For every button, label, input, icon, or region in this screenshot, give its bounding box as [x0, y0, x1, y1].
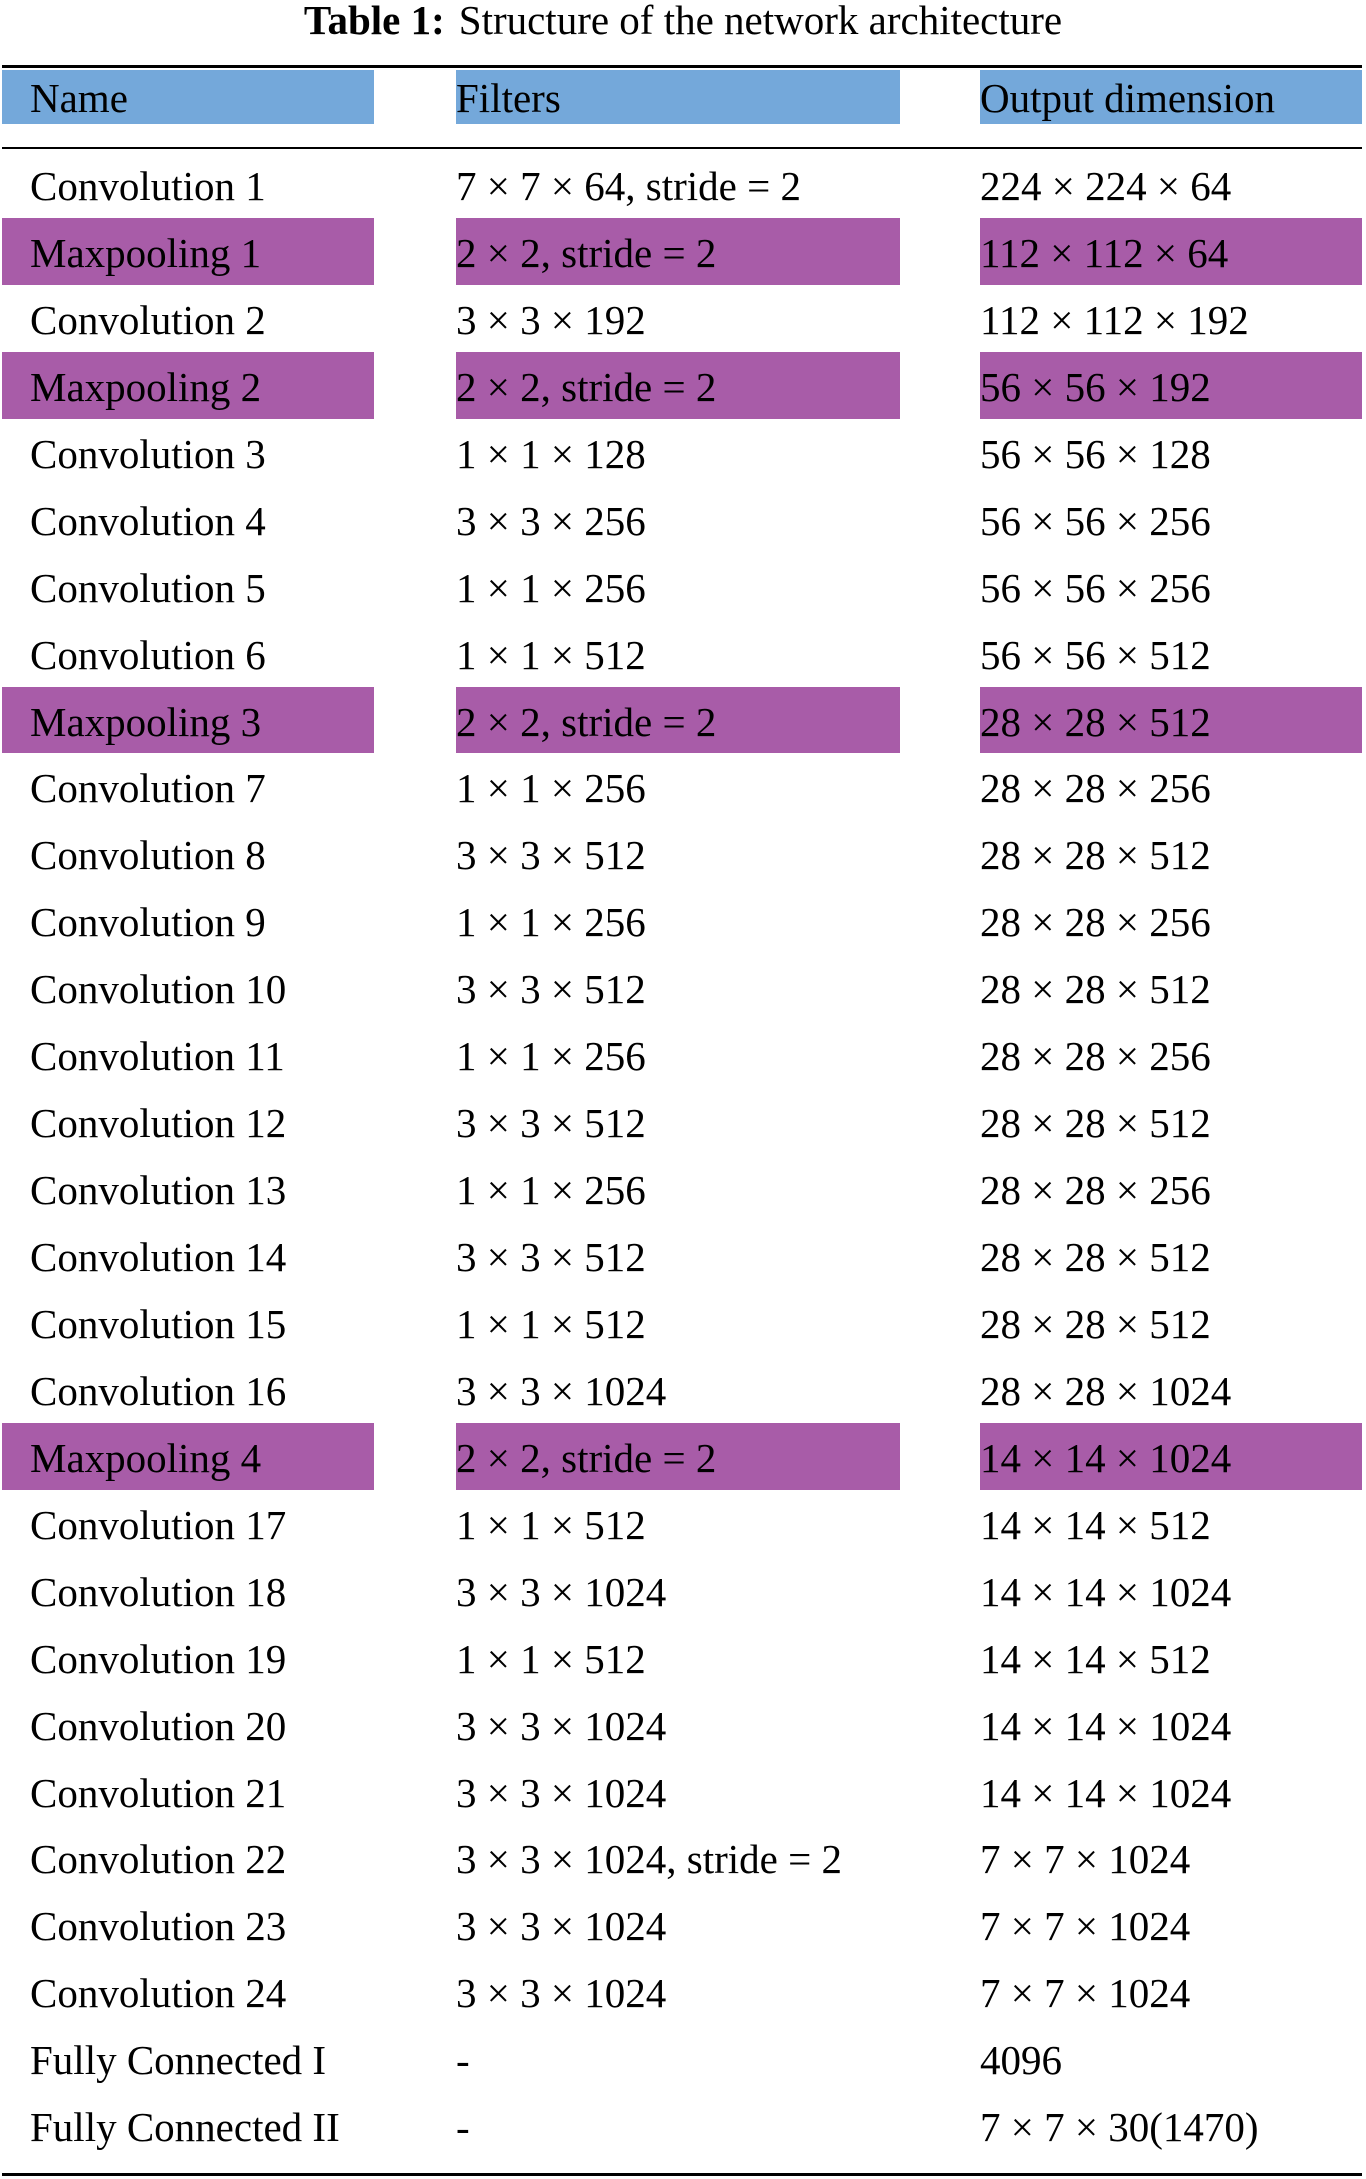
cell-name: Convolution 24 — [30, 1970, 287, 2017]
table-caption-text: Structure of the network architecture — [458, 0, 1063, 43]
cell-name: Convolution 8 — [30, 832, 266, 879]
table-header-rule — [2, 147, 1362, 149]
cell-filters: 3 × 3 × 192 — [456, 296, 646, 343]
cell-filters: 3 × 3 × 1024 — [456, 1367, 667, 1414]
cell-name: Convolution 13 — [30, 1167, 287, 1214]
cell-output-dimension: 28 × 28 × 256 — [980, 765, 1211, 812]
table-row — [0, 620, 1366, 687]
cell-output-dimension: 14 × 14 × 1024 — [980, 1702, 1232, 1749]
cell-name: Maxpooling 1 — [2, 218, 374, 285]
cell-output-dimension: 28 × 28 × 512 — [980, 1300, 1211, 1347]
table-row — [0, 1557, 1366, 1624]
table-row — [0, 687, 1366, 754]
cell-name: Convolution 16 — [30, 1367, 287, 1414]
cell-name: Convolution 19 — [30, 1635, 287, 1682]
cell-output-dimension: 14 × 14 × 1024 — [980, 1423, 1362, 1490]
cell-filters: 3 × 3 × 512 — [456, 1234, 646, 1280]
header-output-dimension: Output dimension — [980, 70, 1362, 124]
cell-output-dimension: 28 × 28 × 512 — [980, 1100, 1211, 1147]
cell-name: Maxpooling 2 — [2, 352, 374, 419]
cell-filters: 3 × 3 × 256 — [456, 497, 646, 544]
table-row — [0, 1624, 1366, 1691]
cell-name: Convolution 18 — [30, 1568, 287, 1615]
cell-name: Convolution 14 — [30, 1234, 287, 1280]
table-row — [0, 887, 1366, 954]
cell-output-dimension: 28 × 28 × 512 — [980, 687, 1362, 754]
table-row — [0, 1222, 1366, 1289]
cell-filters: - — [456, 2104, 470, 2151]
cell-name: Maxpooling 3 — [2, 687, 374, 754]
cell-filters: 1 × 1 × 512 — [456, 1300, 646, 1347]
cell-name: Convolution 9 — [30, 899, 266, 946]
table-row — [0, 1423, 1366, 1490]
table-row — [0, 352, 1366, 419]
cell-name: Fully Connected I — [30, 2037, 327, 2084]
cell-output-dimension: 14 × 14 × 1024 — [980, 1568, 1232, 1615]
table-row — [0, 1088, 1366, 1155]
cell-name: Convolution 17 — [30, 1501, 287, 1548]
cell-filters: 1 × 1 × 256 — [456, 899, 646, 946]
table-row — [0, 1691, 1366, 1758]
cell-output-dimension: 4096 — [980, 2037, 1062, 2084]
cell-name: Convolution 3 — [30, 430, 266, 477]
cell-name: Convolution 4 — [30, 497, 266, 544]
cell-name: Convolution 23 — [30, 1903, 287, 1950]
cell-output-dimension: 28 × 28 × 512 — [980, 832, 1211, 879]
cell-filters: 7 × 7 × 64, stride = 2 — [456, 163, 801, 209]
cell-filters: 2 × 2, stride = 2 — [456, 352, 900, 419]
cell-name: Convolution 5 — [30, 564, 266, 611]
cell-filters: 3 × 3 × 1024 — [456, 1769, 667, 1816]
cell-filters: 1 × 1 × 256 — [456, 765, 646, 812]
table-row — [0, 1356, 1366, 1423]
cell-output-dimension: 28 × 28 × 512 — [980, 1234, 1211, 1280]
table-row — [0, 1155, 1366, 1222]
cell-output-dimension: 7 × 7 × 30(1470) — [980, 2104, 1259, 2151]
table-row — [0, 1021, 1366, 1088]
table-row — [0, 753, 1366, 820]
table-row — [0, 2025, 1366, 2092]
cell-name: Convolution 6 — [30, 631, 266, 678]
cell-filters: 3 × 3 × 1024 — [456, 1970, 667, 2017]
table-header — [0, 70, 1366, 124]
cell-output-dimension: 56 × 56 × 192 — [980, 352, 1362, 419]
cell-name: Convolution 21 — [30, 1769, 287, 1816]
cell-filters: - — [456, 2037, 470, 2084]
cell-name: Maxpooling 4 — [2, 1423, 374, 1490]
cell-output-dimension: 28 × 28 × 256 — [980, 899, 1211, 946]
cell-filters: 3 × 3 × 512 — [456, 966, 646, 1013]
table-row — [0, 1289, 1366, 1356]
cell-filters: 2 × 2, stride = 2 — [456, 687, 900, 754]
cell-output-dimension: 112 × 112 × 64 — [980, 218, 1362, 285]
cell-output-dimension: 56 × 56 × 128 — [980, 430, 1211, 477]
cell-filters: 1 × 1 × 256 — [456, 564, 646, 611]
table-row — [0, 151, 1366, 218]
cell-name: Convolution 1 — [30, 163, 266, 209]
cell-output-dimension: 7 × 7 × 1024 — [980, 1836, 1191, 1883]
table-row — [0, 954, 1366, 1021]
table-row — [0, 218, 1366, 285]
cell-filters: 1 × 1 × 128 — [456, 430, 646, 477]
cell-output-dimension: 56 × 56 × 512 — [980, 631, 1211, 678]
table-top-rule — [2, 65, 1362, 68]
cell-name: Convolution 7 — [30, 765, 266, 812]
table-row — [0, 419, 1366, 486]
table-body — [0, 151, 1366, 2159]
cell-output-dimension: 28 × 28 × 1024 — [980, 1367, 1232, 1414]
table-caption-label: Table 1: — [303, 0, 445, 43]
cell-filters: 3 × 3 × 1024 — [456, 1903, 667, 1950]
table-row — [0, 285, 1366, 352]
cell-filters: 3 × 3 × 512 — [456, 832, 646, 879]
cell-name: Convolution 15 — [30, 1300, 287, 1347]
table-row — [0, 553, 1366, 620]
cell-output-dimension: 7 × 7 × 1024 — [980, 1970, 1191, 2017]
cell-filters: 2 × 2, stride = 2 — [456, 1423, 900, 1490]
cell-filters: 1 × 1 × 256 — [456, 1167, 646, 1214]
header-filters: Filters — [456, 70, 900, 124]
table-row — [0, 2092, 1366, 2159]
cell-name: Convolution 22 — [30, 1836, 287, 1883]
cell-name: Convolution 11 — [30, 1033, 285, 1080]
table-row — [0, 486, 1366, 553]
cell-filters: 3 × 3 × 1024 — [456, 1568, 667, 1615]
cell-filters: 1 × 1 × 512 — [456, 631, 646, 678]
cell-name: Convolution 10 — [30, 966, 287, 1013]
cell-name: Convolution 2 — [30, 296, 266, 343]
cell-filters: 1 × 1 × 256 — [456, 1033, 646, 1080]
cell-filters: 1 × 1 × 512 — [456, 1635, 646, 1682]
cell-name: Convolution 20 — [30, 1702, 287, 1749]
table-row — [0, 820, 1366, 887]
table-caption — [0, 0, 1366, 44]
cell-filters: 3 × 3 × 512 — [456, 1100, 646, 1147]
cell-output-dimension: 14 × 14 × 1024 — [980, 1769, 1232, 1816]
cell-output-dimension: 224 × 224 × 64 — [980, 163, 1232, 209]
cell-output-dimension: 28 × 28 × 512 — [980, 966, 1211, 1013]
cell-output-dimension: 56 × 56 × 256 — [980, 497, 1211, 544]
cell-output-dimension: 28 × 28 × 256 — [980, 1033, 1211, 1080]
cell-output-dimension: 14 × 14 × 512 — [980, 1501, 1211, 1548]
cell-output-dimension: 112 × 112 × 192 — [980, 296, 1249, 343]
table-bottom-rule — [2, 2173, 1362, 2176]
cell-output-dimension: 14 × 14 × 512 — [980, 1635, 1211, 1682]
cell-filters: 1 × 1 × 512 — [456, 1501, 646, 1548]
table-row — [0, 1824, 1366, 1891]
cell-output-dimension: 56 × 56 × 256 — [980, 564, 1211, 611]
table-row — [0, 1490, 1366, 1557]
cell-output-dimension: 7 × 7 × 1024 — [980, 1903, 1191, 1950]
cell-name: Convolution 12 — [30, 1100, 287, 1147]
table-row — [0, 1758, 1366, 1825]
cell-name: Fully Connected II — [30, 2104, 340, 2151]
cell-filters: 2 × 2, stride = 2 — [456, 218, 900, 285]
header-name: Name — [2, 70, 374, 124]
cell-filters: 3 × 3 × 1024, stride = 2 — [456, 1836, 842, 1883]
cell-filters: 3 × 3 × 1024 — [456, 1702, 667, 1749]
table-row — [0, 1891, 1366, 1958]
cell-output-dimension: 28 × 28 × 256 — [980, 1167, 1211, 1214]
table-row — [0, 1958, 1366, 2025]
